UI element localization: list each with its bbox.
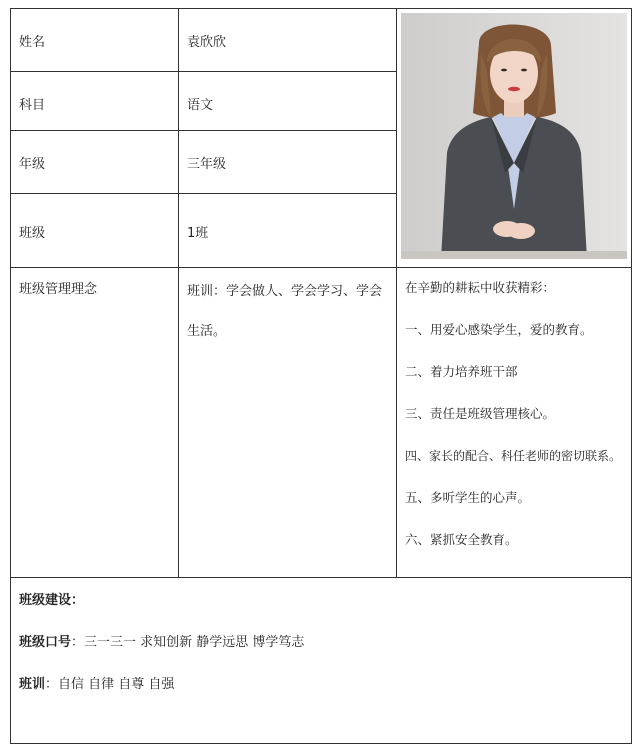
slogan-text: ：三一三一 求知创新 静学远思 博学笃志 [71,635,305,650]
subject-label: 科目 [11,72,179,130]
teacher-profile-sheet [10,8,631,742]
philosophy-item-5: 五、多听学生的心声。 [405,490,531,505]
philosophy-label: 班级管理理念 [11,268,179,578]
motto-label: 班训 [19,677,46,692]
class-label: 班级 [11,194,179,268]
philosophy-item-4: 四、家长的配合、科任老师的密切联系。 [405,449,622,463]
class-construction-cell [11,578,632,744]
class-slogan-line [19,632,623,674]
subject-value: 语文 [179,72,397,130]
class-motto-line [19,674,623,716]
philosophy-item-1: 一、用爱心感染学生，爱的教育。 [405,322,593,337]
motto-text: ：自信 自律 自尊 自强 [45,677,175,692]
construction-heading: 班级建设： [19,593,85,608]
class-value: 1班 [179,194,397,268]
class-motto-text: 班训：学会做人、学会学习、学会生活。 [179,268,397,578]
philosophy-item-6: 六、紧抓安全教育。 [405,532,518,547]
name-value: 袁欣欣 [179,9,397,72]
profile-table [10,8,632,744]
teacher-photo [401,13,627,259]
slogan-label: 班级口号 [19,635,72,650]
grade-label: 年级 [11,130,179,193]
philosophy-intro: 在辛勤的耕耘中收获精彩： [405,280,556,295]
philosophy-item-2: 二、着力培养班干部 [405,364,518,379]
philosophy-item-3: 三、责任是班级管理核心。 [405,406,556,421]
grade-value: 三年级 [179,130,397,193]
name-label: 姓名 [11,9,179,72]
philosophy-list [397,268,632,578]
photo-cell [397,9,632,268]
